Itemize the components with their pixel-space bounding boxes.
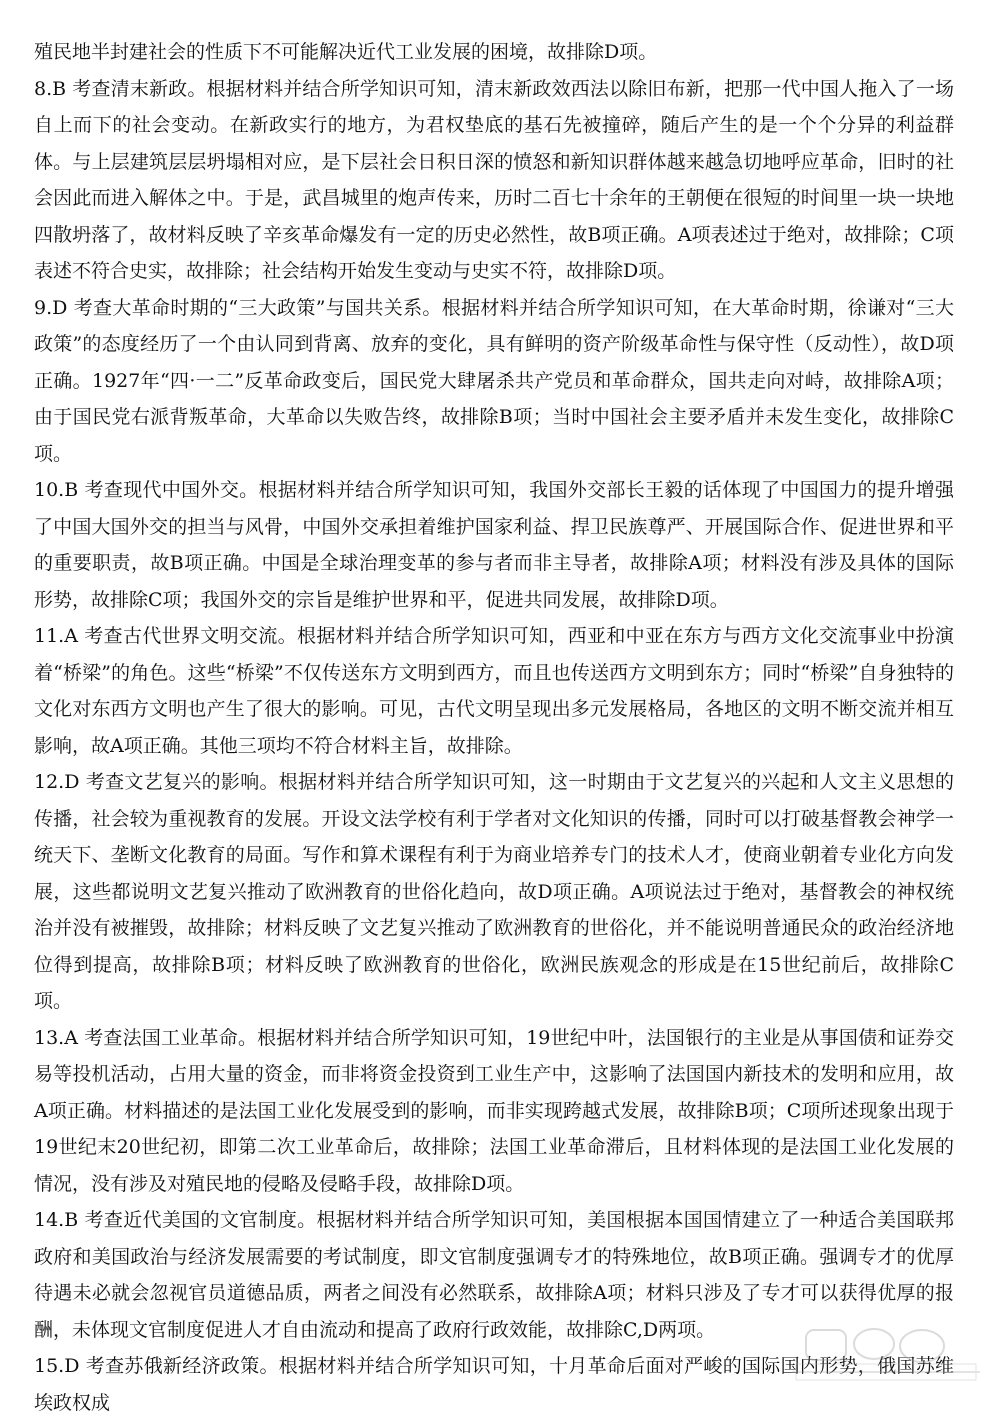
site-watermark-logo <box>786 1322 986 1384</box>
answer-item-8: 8.B 考查清末新政。根据材料并结合所学知识可知，清末新政效西法以除旧布新，把那一代中国人拖入了一场自上而下的社会变动。在新政实行的地方，为君权垫底的基石先被撞碎，随后产生的是一个个分异的利益群体。与上层建筑层层坍塌相对应，是下层社会日积日深的愤怒和新知识群体越来越急切地呼应革命，旧时的社会因此而进入解体之中。于是，武昌城里的炮声传来，历时二百七十余年的王朝便在很短的时间里一块一块地四散坍落了，故材料反映了辛亥革命爆发有一定的历史必然性，故B项正确。A项表述过于绝对，故排除；C项表述不符合史实，故排除；社会结构开始发生变动与史实不符，故排除D项。 <box>34 77 954 282</box>
paragraph-continuation: 殖民地半封建社会的性质下不可能解决近代工业发展的困境，故排除D项。 <box>34 41 658 63</box>
answer-item-15: 15.D 考查苏俄新经济政策。根据材料并结合所学知识可知，十月革命后面对严峻的国际国内形势，俄国苏维埃政权成 <box>34 1355 954 1414</box>
answer-item-10: 10.B 考查现代中国外交。根据材料并结合所学知识可知，我国外交部长王毅的话体现了中国国力的提升增强了中国大国外交的担当与风骨，中国外交承担着维护国家利益、捍卫民族尊严、开展国际合作、促进世界和平的重要职责，故B项正确。中国是全球治理变革的参与者而非主导者，故排除A项；材料没有涉及具体的国际形势，故排除C项；我国外交的宗旨是维护世界和平，促进共同发展，故排除D项。 <box>34 479 954 611</box>
answer-item-9: 9.D 考查大革命时期的“三大政策”与国共关系。根据材料并结合所学知识可知，在大革命时期，徐谦对“三大政策”的态度经历了一个由认同到背离、放弃的变化，具有鲜明的资产阶级革命性与保守性（反动性），故D项正确。1927年“四·一二”反革命政变后，国民党大肆屠杀共产党员和革命群众，国共走向对峙，故排除A项；由于国民党右派背叛革命，大革命以失败告终，故排除B项；当时中国社会主要矛盾并未发生变化，故排除C项。 <box>34 296 954 465</box>
answer-item-13: 13.A 考查法国工业革命。根据材料并结合所学知识可知，19世纪中叶，法国银行的主业是从事国债和证券交易等投机活动，占用大量的资金，而非将资金投资到工业生产中，这影响了法国国内新技术的发明和应用，故A项正确。材料描述的是法国工业化发展受到的影响，而非实现跨越式发展，故排除B项；C项所述现象出现于19世纪末20世纪初，即第二次工业革命后，故排除；法国工业革命滞后，且材料体现的是法国工业化发展的情况，没有涉及对殖民地的侵略及侵略手段，故排除D项。 <box>34 1026 954 1195</box>
answer-item-11: 11.A 考查古代世界文明交流。根据材料并结合所学知识可知，西亚和中亚在东方与西方文化交流事业中扮演着“桥梁”的角色。这些“桥梁”不仅传送东方文明到西方，而且也传送西方文明到东方；同时“桥梁”自身独特的文化对东西方文明也产生了很大的影响。可见，古代文明呈现出多元发展格局，各地区的文明不断交流并相互影响，故A项正确。其他三项均不符合材料主旨，故排除。 <box>34 625 954 757</box>
answer-item-12: 12.D 考查文艺复兴的影响。根据材料并结合所学知识可知，这一时期由于文艺复兴的兴起和人文主义思想的传播，社会较为重视教育的发展。开设文法学校有利于学者对文化知识的传播，同时可以打破基督教会神学一统天下、垄断文化教育的局面。写作和算术课程有利于为商业培养专门的技术人才，使商业朝着专业化方向发展，这些都说明文艺复兴推动了欧洲教育的世俗化趋向，故D项正确。A项说法过于绝对，基督教会的神权统治并没有被摧毁，故排除；材料反映了文艺复兴推动了欧洲教育的世俗化，并不能说明普通民众的政治经济地位得到提高，故排除B项；材料反映了欧洲教育的世俗化，欧洲民族观念的形成是在15世纪前后，故排除C项。 <box>34 771 954 1012</box>
answer-item-14: 14.B 考查近代美国的文官制度。根据材料并结合所学知识可知，美国根据本国国情建立了一种适合美国联邦政府和美国政治与经济发展需要的考试制度，即文官制度强调专才的特殊地位，故B项正确。强调专才的优厚待遇未必就会忽视官员道德品质，两者之间没有必然联系，故排除A项；材料只涉及了专才可以获得优厚的报酬，未体现文官制度促进人才自由流动和提高了政府行政效能，故排除C,D两项。 <box>34 1209 954 1341</box>
